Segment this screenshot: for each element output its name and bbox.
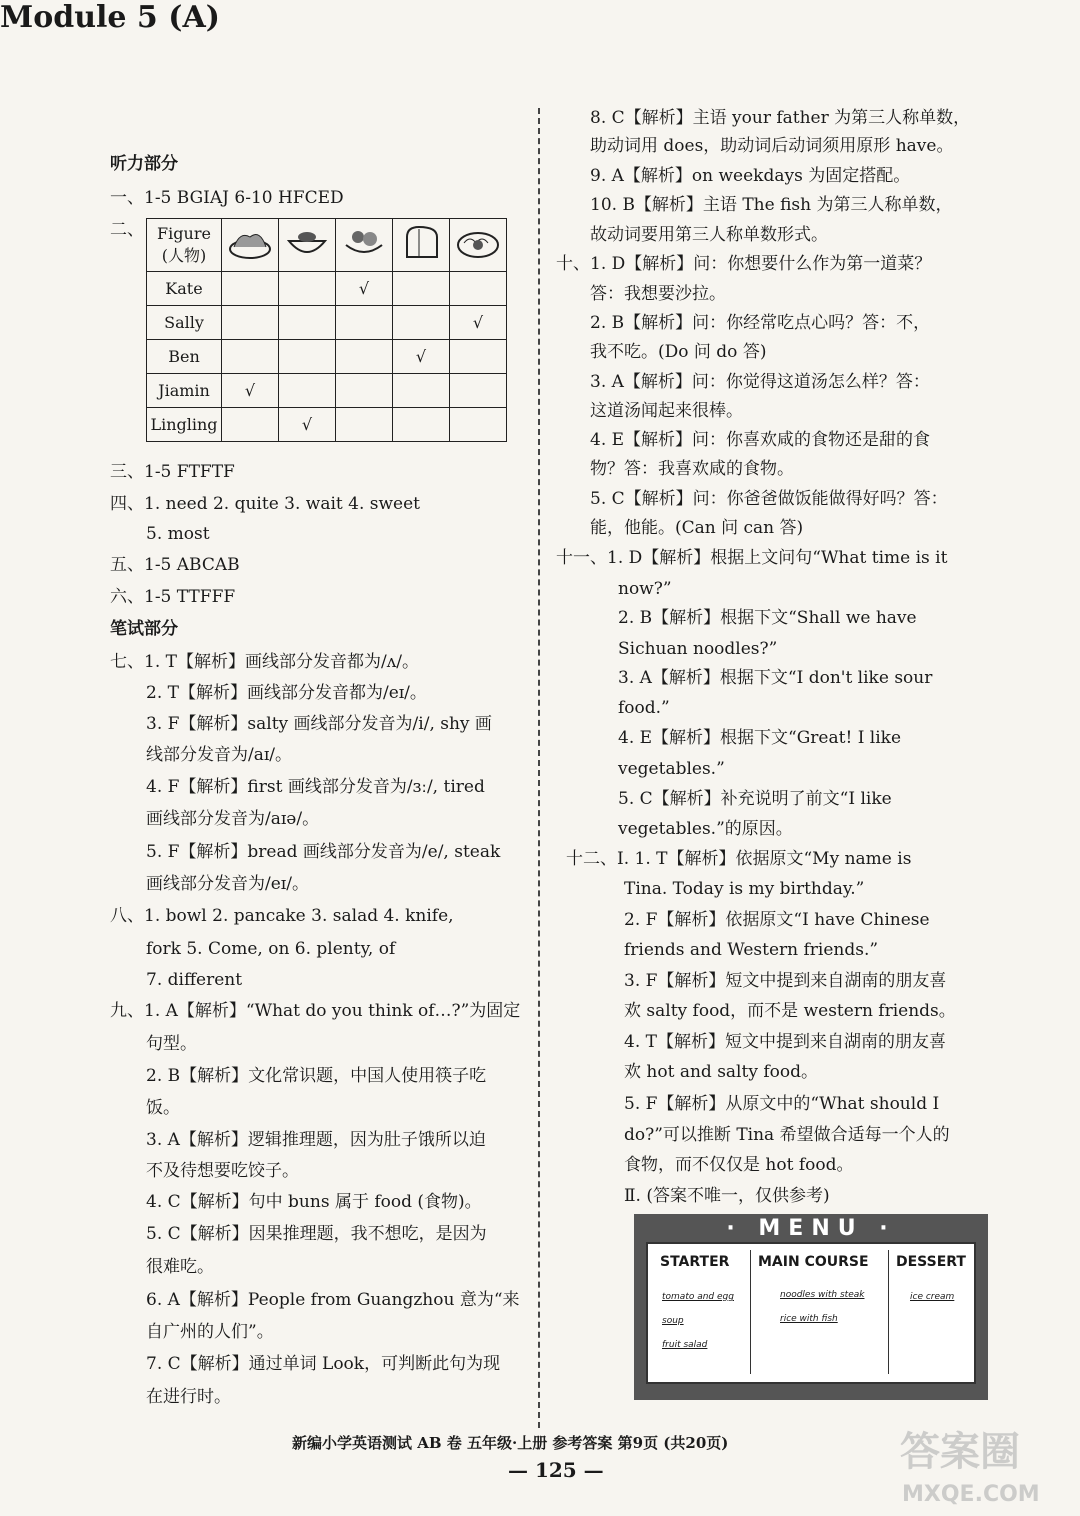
table-cell <box>450 272 507 306</box>
section-label: 二、 <box>110 220 144 240</box>
watermark-logo: 答案圈 <box>900 1429 1020 1475</box>
written-header: 笔试部分 <box>110 619 178 639</box>
answer-line: 欢 hot and salty food。 <box>624 1062 818 1082</box>
page-title: Module 5 (A) <box>0 0 220 35</box>
table-cell <box>222 272 279 306</box>
menu-item: tomato and egg <box>662 1292 734 1302</box>
row-name: Sally <box>147 306 222 340</box>
answer-line: food.” <box>618 698 670 718</box>
answer-line: 7. C【解析】通过单词 Look，可判断此句为现 <box>146 1354 501 1374</box>
table-cell <box>393 374 450 408</box>
page-number: — 125 — <box>508 1458 604 1482</box>
answer-line: 4. T【解析】短文中提到来自湖南的朋友喜 <box>624 1032 946 1052</box>
answer-line: 10. B【解析】主语 The fish 为第三人称单数， <box>590 195 953 215</box>
answer-line: 2. F【解析】依据原文“I have Chinese <box>624 910 930 930</box>
table-cell <box>336 306 393 340</box>
answer-line: 5. C【解析】问：你爸爸做饭能做得好吗？答： <box>590 489 948 509</box>
answer-line: now?” <box>618 579 672 599</box>
answer-line: 4. F【解析】first 画线部分发音为/ɜː/, tired <box>146 777 485 797</box>
table-row <box>147 272 507 306</box>
answer-line: 4. E【解析】根据下文“Great! I like <box>618 728 902 748</box>
answer-line: 欢 salty food，而不是 western friends。 <box>624 1001 956 1021</box>
answer-line: 饭。 <box>146 1098 180 1118</box>
answer-line: 2. B【解析】问：你经常吃点心吗？答：不， <box>590 313 931 333</box>
row-name: Jiamin <box>147 374 222 408</box>
answer-line: 2. B【解析】根据下文“Shall we have <box>618 608 917 628</box>
table-cell <box>450 340 507 374</box>
table-cell <box>222 340 279 374</box>
table-cell <box>393 408 450 442</box>
answer-line: 5. C【解析】因果推理题，我不想吃，是因为 <box>146 1224 487 1244</box>
table-cell <box>450 408 507 442</box>
answer-line: vegetables.”的原因。 <box>618 819 793 839</box>
answer-line: 7. different <box>146 970 243 990</box>
answer-line: 3. A【解析】问：你觉得这道汤怎么样？答： <box>590 372 930 392</box>
table-cell: √ <box>450 306 507 340</box>
answer-line: 9. A【解析】on weekdays 为固定搭配。 <box>590 166 911 186</box>
answer-line: 能，他能。(Can 问 can 答) <box>590 518 804 538</box>
table-cell <box>279 272 336 306</box>
menu-item: rice with fish <box>780 1314 838 1324</box>
listening-header: 听力部分 <box>110 154 178 174</box>
answer-line: fork 5. Come, on 6. plenty, of <box>146 939 396 959</box>
main-course-label: MAIN COURSE <box>758 1254 869 1270</box>
salad-icon <box>222 219 279 272</box>
table-cell: √ <box>222 374 279 408</box>
table-cell <box>222 306 279 340</box>
table-row <box>147 374 507 408</box>
answer-line: 六、1-5 TTFFF <box>110 587 236 607</box>
column-divider <box>538 108 540 1428</box>
answer-line: 食物，而不仅仅是 hot food。 <box>624 1155 854 1175</box>
table-cell <box>336 374 393 408</box>
answer-line: 我不吃。(Do 问 do 答) <box>590 342 767 362</box>
answer-line: 四、1. need 2. quite 3. wait 4. sweet <box>110 494 421 514</box>
answer-line: Ⅱ. (答案不唯一，仅供参考) <box>624 1186 830 1206</box>
answer-line: 画线部分发音为/eɪ/。 <box>146 874 309 894</box>
menu-board <box>634 1214 988 1400</box>
answer-line: 5. F【解析】bread 画线部分发音为/e/, steak <box>146 842 501 862</box>
answer-line: 很难吃。 <box>146 1257 214 1277</box>
answer-line: 5. C【解析】补充说明了前文“I like <box>618 789 892 809</box>
answer-line: 九、1. A【解析】“What do you think of…?”为固定 <box>110 1001 521 1021</box>
answer-line: 不及待想要吃饺子。 <box>146 1161 299 1181</box>
figure-header <box>147 219 222 272</box>
answer-line: 助动词用 does，助动词后动词须用原形 have。 <box>590 136 954 156</box>
answer-line: 5. most <box>146 524 210 544</box>
table-cell: √ <box>336 272 393 306</box>
answer-line: 十一、1. D【解析】根据上文问句“What time is it <box>556 548 948 568</box>
table-cell <box>450 374 507 408</box>
table-row <box>147 306 507 340</box>
answer-line: 这道汤闻起来很棒。 <box>590 401 743 421</box>
answer-line: 3. A【解析】逻辑推理题，因为肚子饿所以迫 <box>146 1130 486 1150</box>
answer-line: 2. B【解析】文化常识题，中国人使用筷子吃 <box>146 1066 487 1086</box>
answer-line: 三、1-5 FTFTF <box>110 462 235 482</box>
answer-line: Sichuan noodles?” <box>618 639 778 659</box>
table-cell <box>336 340 393 374</box>
answer-line: 答：我想要沙拉。 <box>590 284 726 304</box>
table-cell: √ <box>393 340 450 374</box>
menu-item: noodles with steak <box>780 1290 865 1300</box>
answer-line: 3. F【解析】salty 画线部分发音为/i/, shy 画 <box>146 714 492 734</box>
table-cell <box>222 408 279 442</box>
answer-line: 句型。 <box>146 1034 197 1054</box>
menu-divider <box>750 1250 751 1374</box>
menu-body <box>646 1242 976 1384</box>
table-cell <box>279 340 336 374</box>
answer-line: 十二、Ⅰ. 1. T【解析】依据原文“My name is <box>566 849 912 869</box>
answer-line: 6. A【解析】People from Guangzhou 意为“来 <box>146 1290 520 1310</box>
table-cell: √ <box>279 408 336 442</box>
answer-line: 十、1. D【解析】问：你想要什么作为第一道菜？ <box>556 254 932 274</box>
dessert-label: DESSERT <box>896 1254 966 1270</box>
soup-icon <box>279 219 336 272</box>
answer-line: 3. A【解析】根据下文“I don't like sour <box>618 668 933 688</box>
answer-line: 自广州的人们”。 <box>146 1322 274 1342</box>
answer-line: 八、1. bowl 2. pancake 3. salad 4. knife, <box>110 906 454 926</box>
answer-line: 4. E【解析】问：你喜欢咸的食物还是甜的食 <box>590 430 931 450</box>
row-name: Ben <box>147 340 222 374</box>
table-cell <box>393 272 450 306</box>
menu-title: · MENU · <box>726 1216 896 1241</box>
menu-item: soup <box>662 1316 684 1326</box>
answer-line: 4. C【解析】句中 buns 属于 food (食物)。 <box>146 1192 482 1212</box>
dish-icon <box>336 219 393 272</box>
answer-line: 故动词要用第三人称单数形式。 <box>590 225 828 245</box>
answer-line: 3. F【解析】短文中提到来自湖南的朋友喜 <box>624 971 947 991</box>
noodles-icon <box>450 219 507 272</box>
menu-divider <box>888 1250 889 1374</box>
table-cell <box>279 374 336 408</box>
starter-label: STARTER <box>660 1254 730 1270</box>
table-row <box>147 340 507 374</box>
answer-line: 画线部分发音为/aɪə/。 <box>146 809 320 829</box>
answer-line: Tina. Today is my birthday.” <box>624 879 865 899</box>
figure-header-sublabel: (人物) <box>161 246 207 265</box>
bread-icon <box>393 219 450 272</box>
answer-line: do?”可以推断 Tina 希望做合适每一个人的 <box>624 1125 950 1145</box>
menu-item: ice cream <box>910 1292 955 1302</box>
footer: 新编小学英语测试 AB 卷 五年级·上册 参考答案 第9页 (共20页) <box>292 1434 729 1452</box>
answer-line: 5. F【解析】从原文中的“What should I <box>624 1094 940 1114</box>
figure-table <box>146 218 507 442</box>
answer-line: 五、1-5 ABCAB <box>110 555 240 575</box>
answer-line: friends and Western friends.” <box>624 940 879 960</box>
answer-line: 2. T【解析】画线部分发音都为/eɪ/。 <box>146 683 427 703</box>
answer-line: 在进行时。 <box>146 1387 231 1407</box>
table-cell <box>393 306 450 340</box>
answer-line: 线部分发音为/aɪ/。 <box>146 745 293 765</box>
table-cell <box>336 408 393 442</box>
row-name: Lingling <box>147 408 222 442</box>
answer-line: 8. C【解析】主语 your father 为第三人称单数， <box>590 108 971 128</box>
watermark-url: MXQE.COM <box>902 1482 1040 1507</box>
answer-line: 一、1-5 BGIAJ 6-10 HFCED <box>110 188 344 208</box>
answer-line: 七、1. T【解析】画线部分发音都为/ʌ/。 <box>110 652 420 672</box>
row-name: Kate <box>147 272 222 306</box>
answer-line: vegetables.” <box>618 759 725 779</box>
menu-item: fruit salad <box>662 1340 708 1350</box>
table-row <box>147 408 507 442</box>
figure-header-label: Figure <box>157 224 211 243</box>
table-cell <box>279 306 336 340</box>
answer-line: 物？答：我喜欢咸的食物。 <box>590 459 794 479</box>
